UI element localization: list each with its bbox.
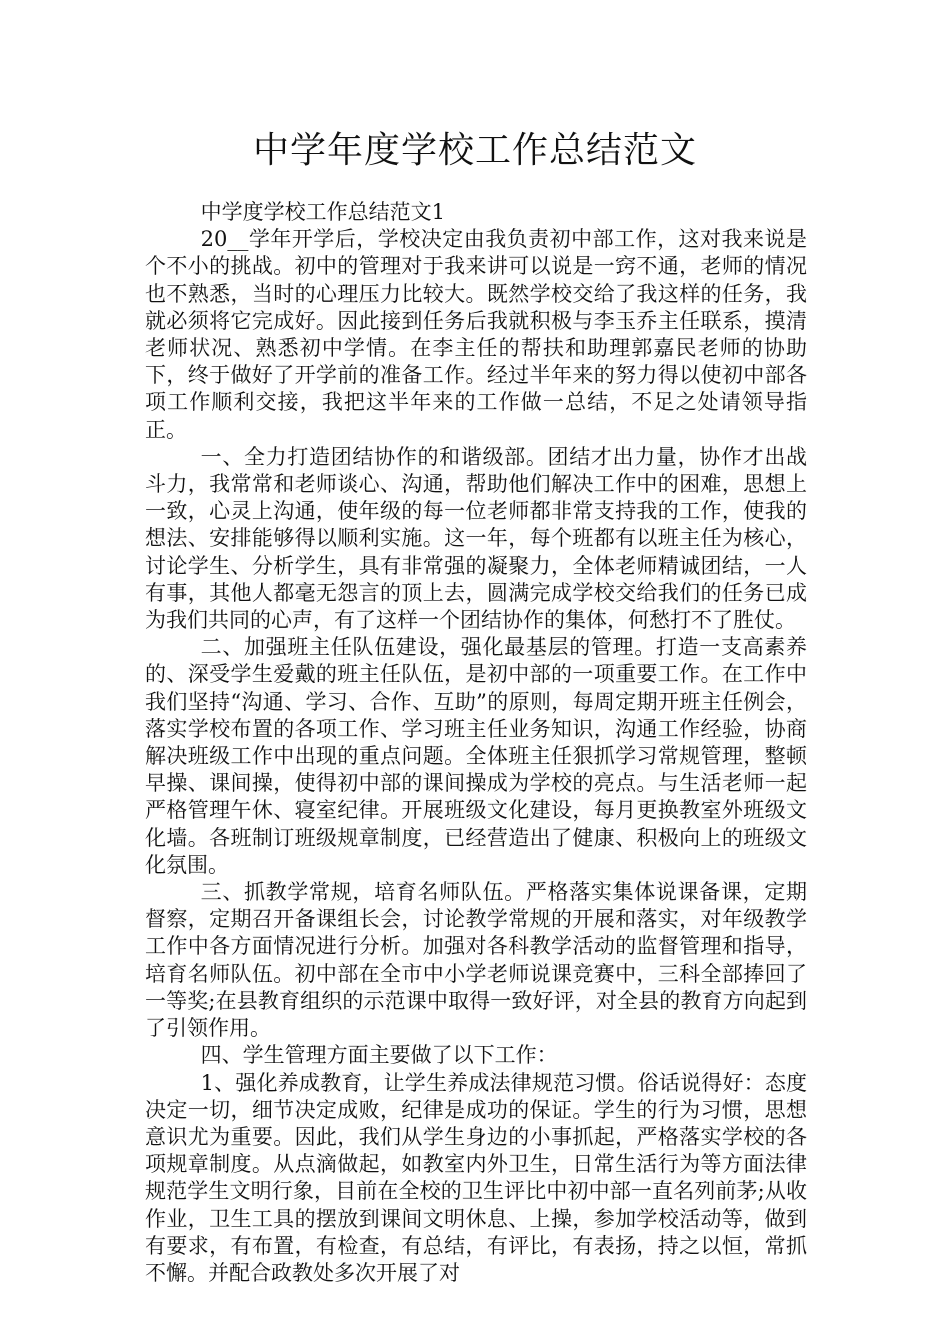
document-body — [145, 199, 807, 1287]
paragraph-section-1: 一、全力打造团结协作的和谐级部。团结才出力量，协作才出战斗力，我常常和老师谈心、沟通，帮助他们解决工作中的困难，思想上一致，心灵上沟通，使年级的每一位老师都非常支持我的工作，使我的想法、安排能够得以顺利实施。这一年，每个班都有以班主任为核心，讨论学生、分析学生，具有非常强的凝聚力，全体老师精诚团结，一人有事，其他人都毫无怨言的顶上去，圆满完成学校交给我们的任务已成为我们共同的心声，有了这样一个团结协作的集体，何愁打不了胜仗。 — [145, 444, 807, 633]
document-title: 中学年度学校工作总结范文 — [252, 130, 697, 171]
paragraph-section-4-heading: 四、学生管理方面主要做了以下工作： — [200, 1043, 558, 1068]
paragraph-section-2: 二、加强班主任队伍建设，强化最基层的管理。打造一支高素养的、深受学生爱戴的班主任队伍，是初中部的一项重要工作。在工作中我们坚持“沟通、学习、合作、互助”的原则，每周定期开班主任例会，落实学校布置的各项工作、学习班主任业务知识，沟通工作经验，协商解决班级工作中出现的重点问题。全体班主任狠抓学习常规管理，整顿早操、课间操，使得初中部的课间操成为学校的亮点。与生活老师一起严格管理午休、寝室纪律。开展班级文化建设，每月更换教室外班级文化墙。各班制订班级规章制度，已经营造出了健康、积极向上的班级文化氛围。 — [145, 635, 807, 877]
section-subtitle: 中学度学校工作总结范文1 — [200, 200, 446, 224]
paragraph-intro: 20__学年开学后，学校决定由我负责初中部工作，这对我来说是个不小的挑战。初中的管理对于我来讲可以说是一窍不通，老师的情况也不熟悉，当时的心理压力比较大。既然学校交给了我这样的任务，我就必须将它完成好。因此接到任务后我就积极与李玉乔主任联系，摸清老师状况、熟悉初中学情。在李主任的帮扶和助理郭嘉民老师的协助下，终于做好了开学前的准备工作。经过半年来的努力得以使初中部各项工作顺利交接，我把这半年来的工作做一总结，不足之处请领导指正。 — [145, 227, 807, 442]
paragraph-section-4-item-1: 1、强化养成教育，让学生养成法律规范习惯。俗话说得好：态度决定一切，细节决定成败，纪律是成功的保证。学生的行为习惯，思想意识尤为重要。因此，我们从学生身边的小事抓起，严格落实学校的各项规章制度。从点滴做起，如教室内外卫生，日常生活行为等方面法律规范学生文明行象，目前在全校的卫生评比中初中部一直名列前茅;从收作业，卫生工具的摆放到课间文明休息、上操，参加学校活动等，做到有要求，有布置，有检查，有总结，有评比，有表扬，持之以恒，常抓不懈。并配合政教处多次开展了对 — [145, 1070, 807, 1285]
paragraph-section-3: 三、抓教学常规，培育名师队伍。严格落实集体说课备课，定期督察，定期召开备课组长会，讨论教学常规的开展和落实，对年级教学工作中各方面情况进行分析。加强对各科教学活动的监督管理和指导，培育名师队伍。初中部在全市中小学老师说课竞赛中，三科全部捧回了一等奖;在县教育组织的示范课中取得一致好评，对全县的教育方向起到了引领作用。 — [145, 880, 807, 1041]
